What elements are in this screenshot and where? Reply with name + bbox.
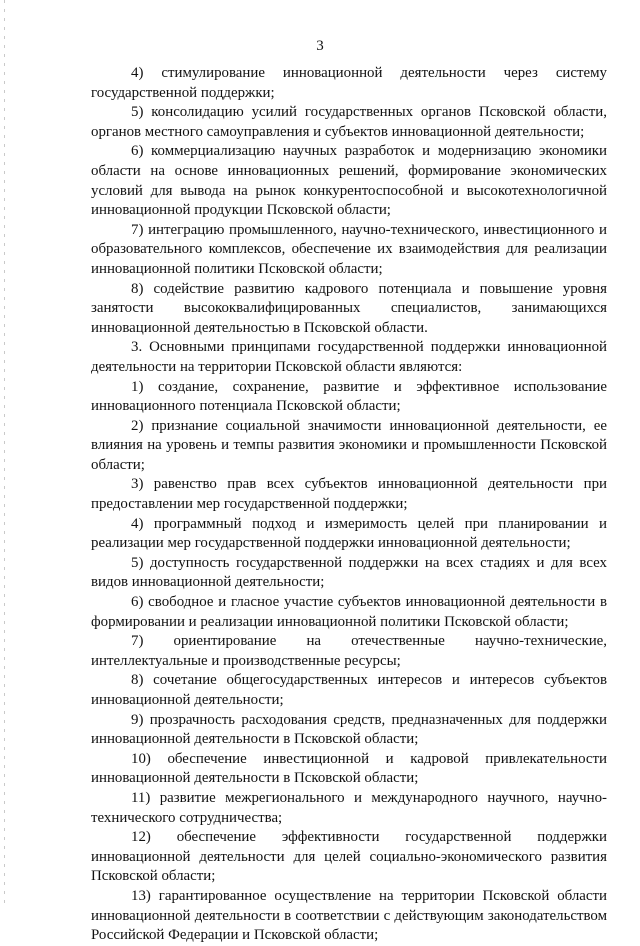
document-body [91,64,607,946]
list-item-8-personnel: 8) содействие развитию кадрового потенциала и повышение уровня занятости высококвалифицированных специалистов, занимающихся инновационной деятельностью в Псковской области. [91,280,607,336]
principle-8: 8) сочетание общегосударственных интересов и интересов субъектов инновационной деятельности; [91,672,607,708]
section-3-principles-intro: 3. Основными принципами государственной поддержки инновационной деятельности на территории Псковской области являются: [91,339,607,375]
principle-7: 7) ориентирование на отечественные научно-технические, интеллектуальные и производственные ресурсы; [91,633,607,669]
principle-2: 2) признание социальной значимости инновационной деятельности, ее влияния на уровень и темпы развития экономики и промышленности Псковской области; [91,417,607,473]
principle-6: 6) свободное и гласное участие субъектов инновационной деятельности в формировании и реализации инновационной политики Псковской области; [91,594,607,630]
principle-12: 12) обеспечение эффективности государственной поддержки инновационной деятельности для целей социально-экономического развития Псковской области; [91,829,607,885]
principle-4: 4) программный подход и измеримость целей при планировании и реализации мер государственной поддержки инновационной деятельности; [91,515,607,552]
principle-9: 9) прозрачность расходования средств, предназначенных для поддержки инновационной деятельности в Псковской области; [91,711,607,748]
list-item-7-integration: 7) интеграцию промышленного, научно-технического, инвестиционного и образовательного комплексов, обеспечение их взаимодействия для реализации инновационной политики Псковской области; [91,221,607,277]
principle-13: 13) гарантированное осуществление на территории Псковской области инновационной деятельности в соответствии с действующим законодательством Российской Федерации и Псковской области; [91,887,607,944]
list-item-4-stimulation: 4) стимулирование инновационной деятельности через систему государственной поддержки; [91,65,607,101]
principle-3: 3) равенство прав всех субъектов инновационной деятельности при предоставлении мер государственной поддержки; [91,476,607,513]
list-item-5-consolidation: 5) консолидацию усилий государственных органов Псковской области, органов местного самоуправления и субъектов инновационной деятельности; [91,104,607,140]
page-number: 3 [316,38,324,54]
principle-10: 10) обеспечение инвестиционной и кадровой привлекательности инновационной деятельности в Псковской области; [91,750,607,787]
principle-1: 1) создание, сохранение, развитие и эффективное использование инновационного потенциала Псковской области; [91,378,607,415]
principle-5: 5) доступность государственной поддержки на всех стадиях и для всех видов инновационной деятельности; [91,554,607,591]
list-item-6-commercialization: 6) коммерциализацию научных разработок и модернизацию экономики области на основе инновационных решений, формирование экономических условий для вывода на рынок конкурентоспособной и высокотехнологичной инновационной продукции Псковской области; [91,143,607,219]
principle-11: 11) развитие межрегионального и международного научного, научно-технического сотрудничества; [91,789,607,826]
scan-edge-mark [4,0,5,905]
